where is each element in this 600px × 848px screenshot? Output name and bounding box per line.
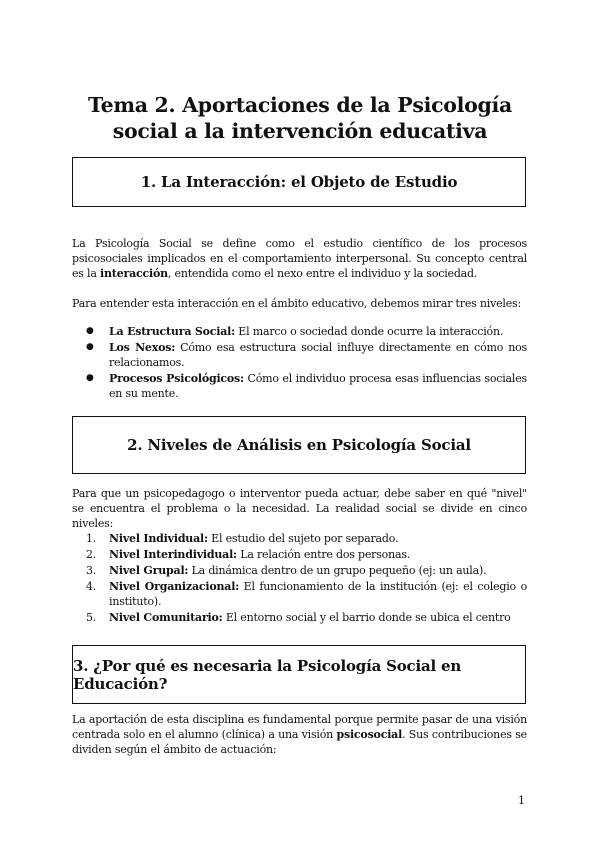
paragraph-text: La Psicología Social se define como el estudio científico de los procesos psicosociales implicados en el comportamiento interpersonal. Su concepto central es la: [72, 237, 527, 280]
paragraph: Para que un psicopedagogo o interventor pueda actuar, debe saber en qué "nivel" se encuentra el problema o la necesidad. La realidad social se divide en cinco niveles:: [72, 487, 527, 530]
item-number: 5.: [86, 611, 97, 624]
bold-term: psicosocial: [336, 728, 403, 741]
item-number: 2.: [86, 548, 97, 561]
item-number: 3.: [86, 564, 97, 577]
item-number: 1.: [86, 532, 97, 545]
paragraph: [72, 236, 527, 281]
item-label: Nivel Organizacional:: [109, 580, 240, 593]
section-heading: 2. Niveles de Análisis en Psicología Social: [127, 436, 471, 454]
item-label: Procesos Psicológicos:: [109, 372, 244, 385]
list-item: [72, 340, 527, 370]
list-item: [72, 547, 527, 562]
list-item: [72, 371, 527, 401]
list-item: [72, 610, 527, 625]
section-heading: 1. La Interacción: el Objeto de Estudio: [140, 173, 458, 191]
paragraph-text: . Sus contribuciones se dividen según el ámbito de actuación:: [72, 728, 527, 756]
item-text: El funcionamiento de la institución (ej: el colegio o instituto).: [109, 580, 527, 608]
item-label: Nivel Grupal:: [109, 564, 189, 577]
bullet-list: [72, 324, 527, 402]
bullet-icon: ●: [86, 373, 94, 383]
section-heading: 3. ¿Por qué es necesaria la Psicología Social en Educación?: [73, 656, 462, 693]
paragraph: Para entender esta interacción en el ámbito educativo, debemos mirar tres niveles:: [72, 297, 521, 310]
list-item: [72, 579, 527, 609]
list-item: [72, 531, 527, 546]
bullet-icon: ●: [86, 342, 94, 352]
item-text: Cómo el individuo procesa esas influencias sociales en su mente.: [109, 372, 527, 400]
list-item: [72, 324, 527, 339]
item-label: Nivel Comunitario:: [109, 611, 223, 624]
paragraph: [72, 712, 527, 757]
bullet-icon: ●: [86, 326, 94, 336]
item-label: Los Nexos:: [109, 341, 176, 354]
document-title: Tema 2. Aportaciones de la Psicología social a la intervención educativa: [87, 93, 512, 143]
item-label: Nivel Interindividual:: [109, 548, 237, 561]
item-text: Cómo esa estructura social influye directamente en cómo nos relacionamos.: [109, 341, 527, 369]
section-heading-box: [72, 157, 526, 207]
list-item: [72, 563, 527, 578]
item-text: La dinámica dentro de un grupo pequeño (ej: un aula).: [188, 564, 487, 577]
item-text: El marco o sociedad donde ocurre la interacción.: [235, 325, 504, 338]
section-heading-box: [72, 645, 526, 704]
item-label: La Estructura Social:: [109, 325, 235, 338]
item-text: El estudio del sujeto por separado.: [207, 532, 399, 545]
numbered-list: [72, 531, 527, 626]
paragraph-text: , entendida como el nexo entre el individuo y la sociedad.: [167, 267, 478, 280]
page-number: 1: [518, 794, 525, 807]
item-label: Nivel Individual:: [109, 532, 208, 545]
section-heading-box: [72, 416, 526, 474]
item-number: 4.: [86, 580, 97, 593]
item-text: El entorno social y el barrio donde se ubica el centro: [222, 611, 511, 624]
bold-term: interacción: [100, 267, 168, 280]
item-text: La relación entre dos personas.: [236, 548, 411, 561]
paragraph-text: La aportación de esta disciplina es fundamental porque permite pasar de una visión centrada solo en el alumno (clínica) a una visión: [72, 713, 527, 741]
